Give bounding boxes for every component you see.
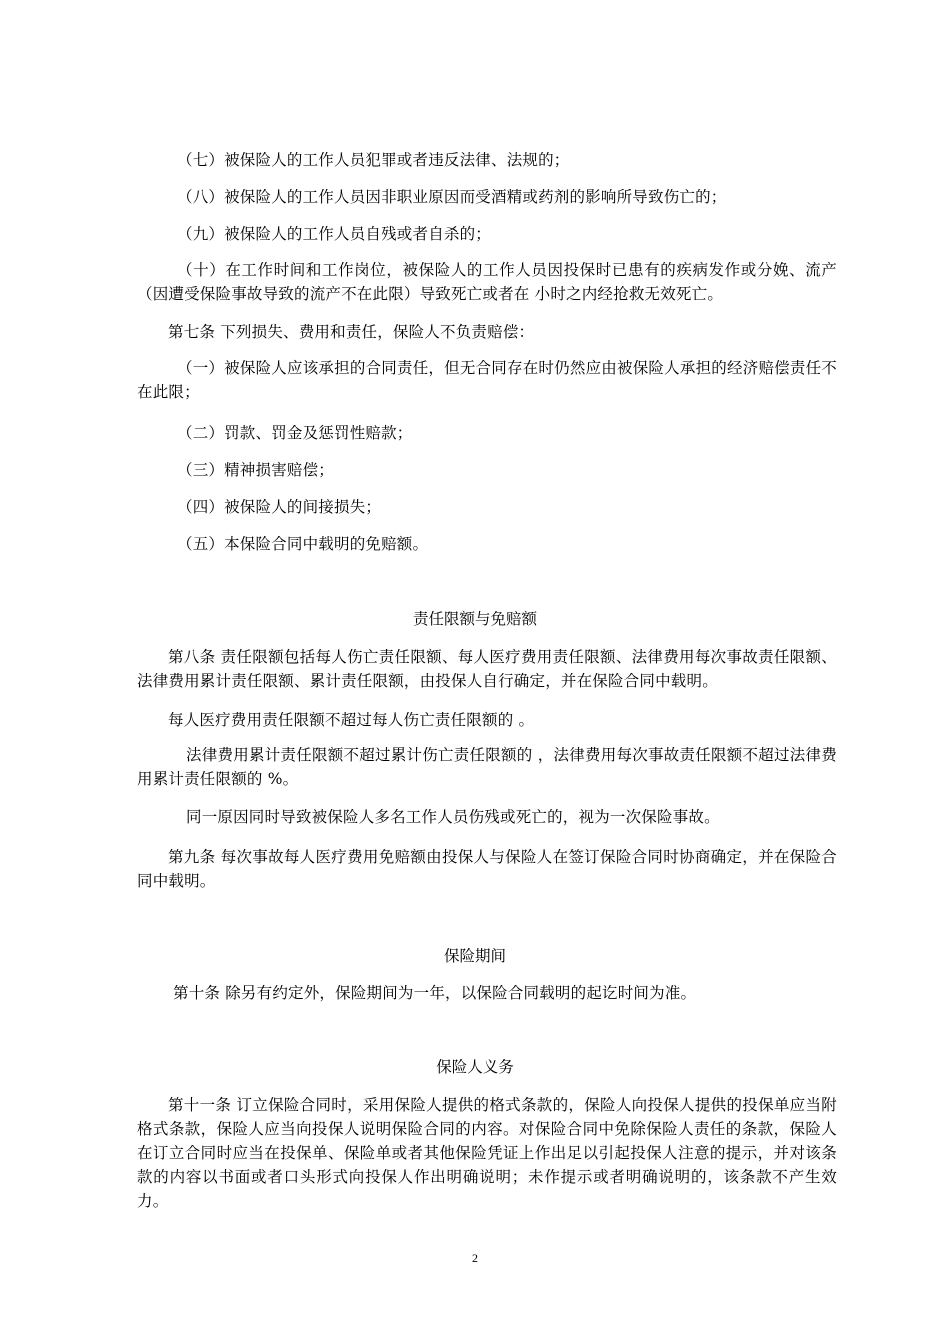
article-7-item-5: （五）本保险合同中载明的免赔额。 <box>177 535 429 553</box>
article-7-item-3: （三）精神损害赔偿； <box>177 461 335 479</box>
article-9: 第九条 每次事故每人医疗费用免赔额由投保人与保险人在签订保险合同时协商确定，并在保险合同中载明。 <box>137 848 837 890</box>
article-11: 第十一条 订立保险合同时，采用保险人提供的格式条款的，保险人向投保人提供的投保单应当附格式条款，保险人应当向投保人说明保险合同的内容。对保险合同中免除保险人责任的条款，保险人在订立合同时应当在投保单、保险单或者其他保险凭证上作出足以引起投保人注意的提示，并对该条款的内容以书面或者口头形式向投保人作出明确说明；未作提示或者明确说明的，该条款不产生效力。 <box>137 1096 837 1210</box>
item-eight: （八）被保险人的工作人员因非职业原因而受酒精或药剂的影响所导致伤亡的； <box>177 188 727 206</box>
article-10: 第十条 除另有约定外，保险期间为一年，以保险合同载明的起讫时间为准。 <box>173 984 697 1002</box>
page-number: 2 <box>472 1251 478 1265</box>
item-ten: （十）在工作时间和工作岗位，被保险人的工作人员因投保时已患有的疾病发作或分娩、流产（因遭受保险事故导致的流产不在此限）导致死亡或者在 小时之内经抢救无效死亡。 <box>137 261 837 303</box>
article-8: 第八条 责任限额包括每人伤亡责任限额、每人医疗费用责任限额、法律费用每次事故责任限额、法律费用累计责任限额、累计责任限额，由投保人自行确定，并在保险合同中载明。 <box>137 648 837 690</box>
medical-limit-text: 每人医疗费用责任限额不超过每人伤亡责任限额的 。 <box>168 711 535 729</box>
legal-limit-text: 法律费用累计责任限额不超过累计伤亡责任限额的 ，法律费用每次事故责任限额不超过法律费用累计责任限额的 %。 <box>137 746 837 788</box>
article-7-item-4: （四）被保险人的间接损失； <box>177 498 382 516</box>
item-seven: （七）被保险人的工作人员犯罪或者违反法律、法规的； <box>177 151 570 169</box>
article-7-item-2: （二）罚款、罚金及惩罚性赔款； <box>177 424 413 442</box>
article-7-title: 第七条 下列损失、费用和责任，保险人不负责赔偿： <box>168 323 535 341</box>
section-heading-duties: 保险人义务 <box>436 1058 514 1076</box>
section-heading-limits: 责任限额与免赔额 <box>412 610 537 628</box>
same-cause-text: 同一原因同时导致被保险人多名工作人员伤残或死亡的，视为一次保险事故。 <box>186 808 720 826</box>
section-heading-period: 保险期间 <box>443 947 506 965</box>
item-nine: （九）被保险人的工作人员自残或者自杀的； <box>177 225 492 243</box>
article-7-item-1: （一）被保险人应该承担的合同责任，但无合同存在时仍然应由被保险人承担的经济赔偿责任不在此限； <box>137 359 837 401</box>
